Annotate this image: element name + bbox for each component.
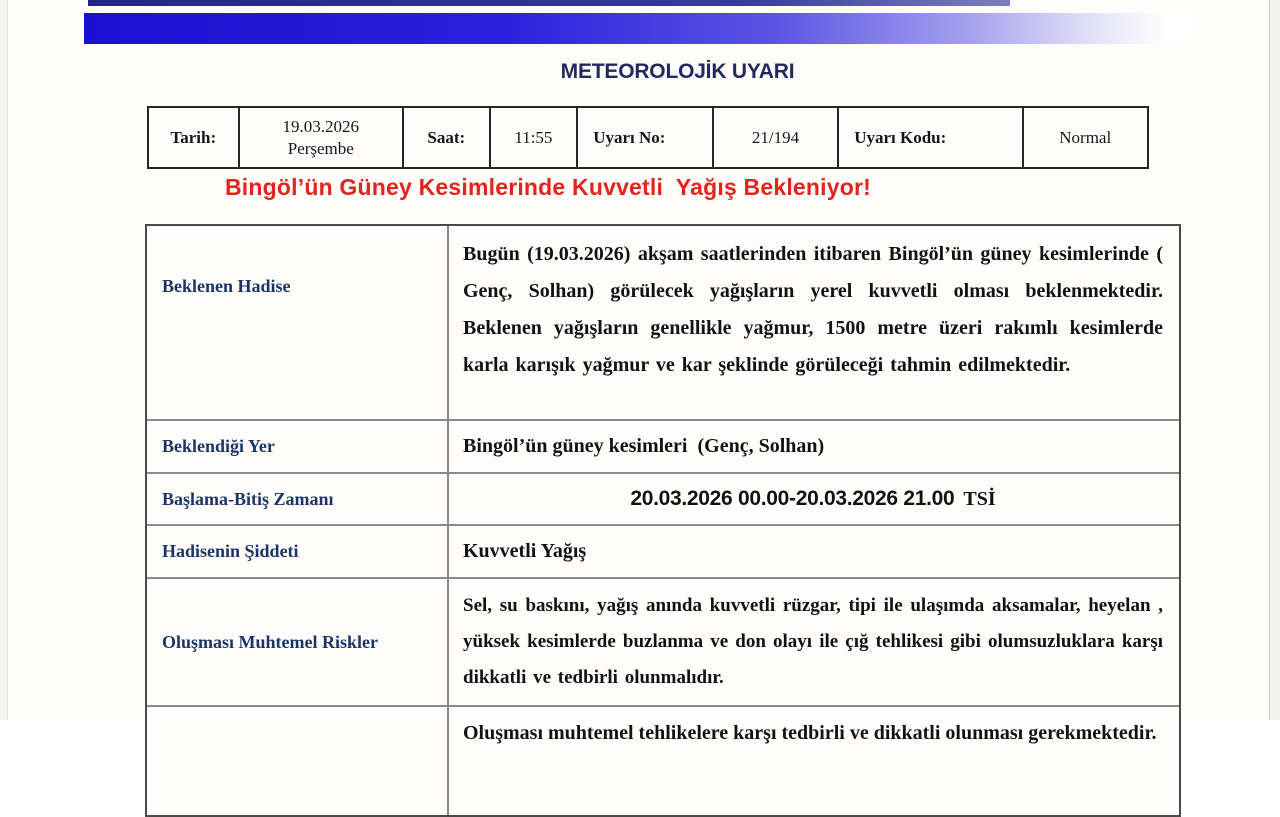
page-left-edge: [0, 0, 8, 720]
row-value: [447, 579, 1179, 705]
row-partial-bottom: [147, 705, 1179, 815]
time-range-text: 20.03.2026 00.00-20.03.2026 21.00: [630, 487, 955, 510]
row-hadisenin-siddeti: [147, 524, 1179, 577]
top-accent-strip: [88, 0, 1010, 6]
row-value: Kuvvetli Yağış: [447, 526, 1179, 577]
details-table: [145, 224, 1181, 817]
meta-value-tarih: [240, 108, 404, 167]
row-beklenen-hadise: [147, 226, 1179, 419]
row-label: Beklendiği Yer: [162, 436, 275, 456]
meta-value-tarih-date: 19.03.2026: [282, 117, 360, 137]
row-label: Beklenen Hadise: [162, 276, 291, 296]
meta-label-uyari-kodu: Uyarı Kodu:: [839, 108, 1023, 167]
beklenen-hadise-text: Bugün (19.03.2026) akşam saatlerinden itibaren Bingöl’ün güney kesimlerinde ( Genç, Solhan) görülecek yağışların yerel kuvvetli olması beklenmektedir. Beklenen yağışların genellikle yağmur, 1500 metre üzeri rakımlı kesimlerde karla karışık yağmur ve kar şeklinde görüleceği tahmin edilmektedir.: [463, 243, 1163, 376]
warning-headline: Bingöl’ün Güney Kesimlerinde Kuvvetli Yağış Bekleniyor!: [225, 174, 872, 200]
row-label: Oluşması Muhtemel Riskler: [162, 631, 378, 652]
page-right-edge: [1269, 0, 1280, 720]
timezone-text: TSİ: [963, 487, 996, 510]
riskler-text: Sel, su baskını, yağış anında kuvvetli rüzgar, tipi ile ulaşımda aksamalar, heyelan , yüksek kesimlerde buzlanma ve don olayı ile çığ tehlikesi gibi olumsuzluklara karşı dikkatli ve tedbirli olunmalıdır.: [463, 595, 1163, 688]
meta-value-uyari-no: 21/194: [714, 108, 839, 167]
meta-value-tarih-day: Perşembe: [287, 138, 354, 158]
partial-row-text: Oluşması muhtemel tehlikelere karşı tedbirli ve dikkatli olunması gerekmektedir.: [463, 722, 1157, 744]
row-beklendigi-yer: [147, 419, 1179, 472]
row-label: [147, 707, 447, 815]
row-label: Başlama-Bitiş Zamanı: [162, 488, 334, 509]
row-value: [447, 707, 1179, 815]
row-olusmasi-muhtemel-riskler: [147, 577, 1179, 705]
row-value: [447, 226, 1179, 419]
meta-value-uyari-kodu: Normal: [1059, 127, 1112, 147]
meta-label-tarih: Tarih:: [149, 108, 240, 167]
header-gradient-bar: [84, 13, 1192, 44]
meta-value-saat: 11:55: [491, 108, 579, 167]
meta-table: [147, 106, 1149, 169]
row-value: Bingöl’ün güney kesimleri (Genç, Solhan): [447, 421, 1179, 472]
row-baslama-bitis-zamani: [147, 472, 1179, 524]
meta-label-saat: Saat:: [404, 108, 491, 167]
meta-label-uyari-no: Uyarı No:: [578, 108, 714, 167]
row-value: [447, 474, 1179, 524]
document-title: METEOROLOJİK UYARI: [560, 60, 795, 83]
row-label: Hadisenin Şiddeti: [162, 541, 299, 561]
